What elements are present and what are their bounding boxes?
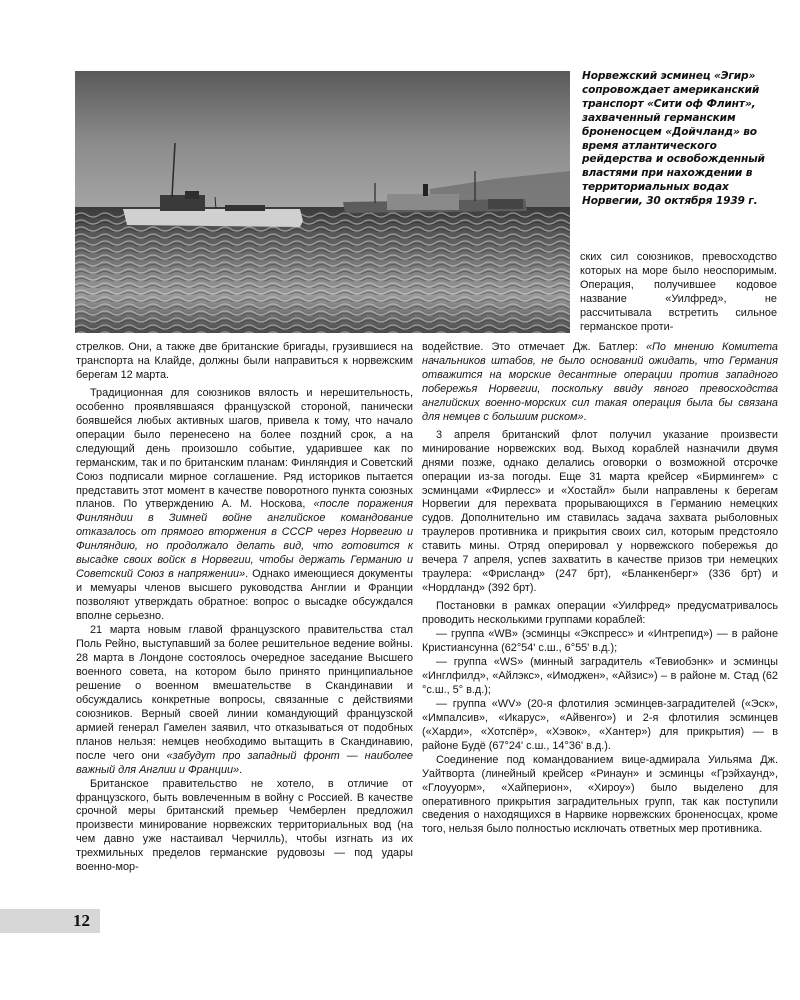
paragraph-text: . Однако имеющиеся документы и мемуары членов высшего руководства Англии и Франции позволяют утверждать обратное: вопрос о высадке обсуждался вполне серьезно. — [76, 568, 413, 623]
photo-caption: Норвежский эсминец «Эгир» сопровождает американский транспорт «Сити оф Флинт», захваченный германским броненосцем «Дойчланд» во время атлантического рейдерства и освобожденный властями при нахождении в территориальных водах Норвегии, 30 октября 1939 г. — [582, 70, 765, 208]
quote-gamelin: «забудут про западный фронт — наиболее важный для Англии и Франции» — [76, 749, 413, 776]
paragraph: стрелков. Они, а также две британские бригады, грузившиеся на транспорта на Клайде, должны были направиться к норвежским берегам 12 марта. — [76, 341, 413, 381]
left-column — [76, 341, 413, 875]
paragraph-text: . — [583, 410, 587, 423]
paragraph — [76, 624, 413, 777]
paragraph-text: . — [239, 763, 243, 776]
paragraph: Постановки в рамках операции «Уилфред» предусматривалось проводить несколькими группами кораблей: — [422, 600, 778, 627]
paragraph: ских сил союзников, превосходство которых на море было неоспоримым. Операция, получившее кодовое название «Уилфред», не рассчитывала встретить сильное германское проти- — [580, 251, 777, 333]
paragraph — [422, 341, 778, 425]
photo-destroyer-escorting-transport — [75, 71, 570, 333]
paragraph-text: Традиционная для союзников вялость и нерешительность, особенно проявлявшаяся французской стороной, панически боявшейся любых активных шагов, привела к тому, что начало операции было перенесено на более поздний срок, а на следующий день произошло событие, ударившее как по германским, так и по британским планам: Финляндия и Советский Союз подписали мирное соглашение. Ряд историков пытается представить этот момент в качестве поворотного пункта союзных планов. По утверждению А. М. Носкова, — [76, 386, 413, 511]
list-item-group-wb: — группа «WB» (эсминцы «Экспресс» и «Интрепид») — в районе Кристиансунна (62°54' с.ш., 6°55' в.д.); — [422, 628, 778, 655]
page-number-box — [0, 909, 100, 933]
paragraph — [76, 387, 413, 624]
paragraph: Соединение под командованием вице-адмирала Уильяма Дж. Уайтворта (линейный крейсер «Ринаун» и эсминцы «Грэйхаунд», «Глоууорм», «Хайперион», «Хироу») было выделено для оперативного прикрытия заградительных групп, так как поступили сведения о находящихся в Нарвике норвежских броненосцах, кроме того, нельзя было полностью исключать ответных мер противника. — [422, 753, 778, 836]
list-item-group-ws: — группа «WS» (минный заградитель «Тевиобэнк» и эсминцы «Инглфилд», «Айлэкс», «Имоджен», «Айзис») – в районе м. Стад (62 °с.ш., 5° в.д.); — [422, 655, 778, 696]
paragraph-text: водействие. Это отмечает Дж. Батлер: — [422, 341, 646, 353]
quote-noskov: «после поражения Финляндии в Зимней войне английское командование отказалось от прямого вторжения в СССР через Норвегию и Финляндию, но продолжало делать вид, что готовится к высадке своих войск в Норвегии, чтобы держать Германию и Советский Союз в напряжении» — [76, 498, 414, 581]
right-column — [422, 341, 778, 837]
paragraph: 3 апреля британский флот получил указание произвести минирование норвежских вод. Выход кораблей назначили двумя днями позже, однако делались оговорки о возможной отсрочке операции из-за погоды. Еще 31 марта крейсер «Бирмингем» с эсминцами «Фирлесс» и «Хостайл» были направлены к берегам Норвегии для перехвата прорывающихся в Германию немецких судов. Дополнительно им ставилась задача захвата рыболовных траулеров противника и прикрытия своих сил, которым предстояло ставить мины. Отряд оперировал у норвежского побережья до вечера 7 апреля, успев захватить в качестве призов три немецких траулера: «Фрисланд» (247 брт), «Бланкенберг» (336 брт) и «Нордланд» (392 брт). — [422, 428, 778, 595]
right-top-column — [580, 251, 777, 335]
list-item-group-wv: — группа «WV» (20-я флотилия эсминцев-заградителей («Эск», «Импалсив», «Икарус», «Айвенго») и 2-я флотилия эсминцев («Харди», «Хотспёр», «Хэвок», «Хантер») для прикрытия) — в районе Будё (67°24' с.ш., 14°36' в.д.). — [422, 697, 778, 752]
paragraph: Британское правительство не хотело, в отличие от французского, быть вовлеченным в войну с Россией. В качестве срочной меры британский премьер Чемберлен предложил произвести минирование норвежских территориальных вод (на чем давно уже настаивал Черчилль), чтобы изгнать из их трехмильных пределов германские рудовозы — под удары военно-мор- — [76, 777, 413, 874]
paragraph-text: 21 марта новым главой французского правительства стал Поль Рейно, выступавший за более решительное ведение войны. 28 марта в Лондоне состоялось очередное заседание Высшего военного совета, на котором было принято принципиальное решение о военном вмешательстве в Скандинавии и обсуждались конкретные вопросы, связанные с действиями союзников. Верный своей линии командующий французской армией генерал Гамелен заявил, что отказываться от подобных планов нельзя: немцев необходимо вытащить в Скандинавию, после чего они — [76, 624, 413, 762]
sea-waves — [75, 211, 570, 333]
quote-butler: «По мнению Комитета начальников штабов, не было оснований ожидать, что Германия отважится на морские десантные операции против западного побережья Норвегии, поскольку ввиду явного превосходства английских военно-морских сил такая операция была бы связана для немцев с большим риском» — [422, 341, 778, 423]
page-number: 12 — [73, 911, 90, 930]
photo-image — [75, 71, 570, 333]
